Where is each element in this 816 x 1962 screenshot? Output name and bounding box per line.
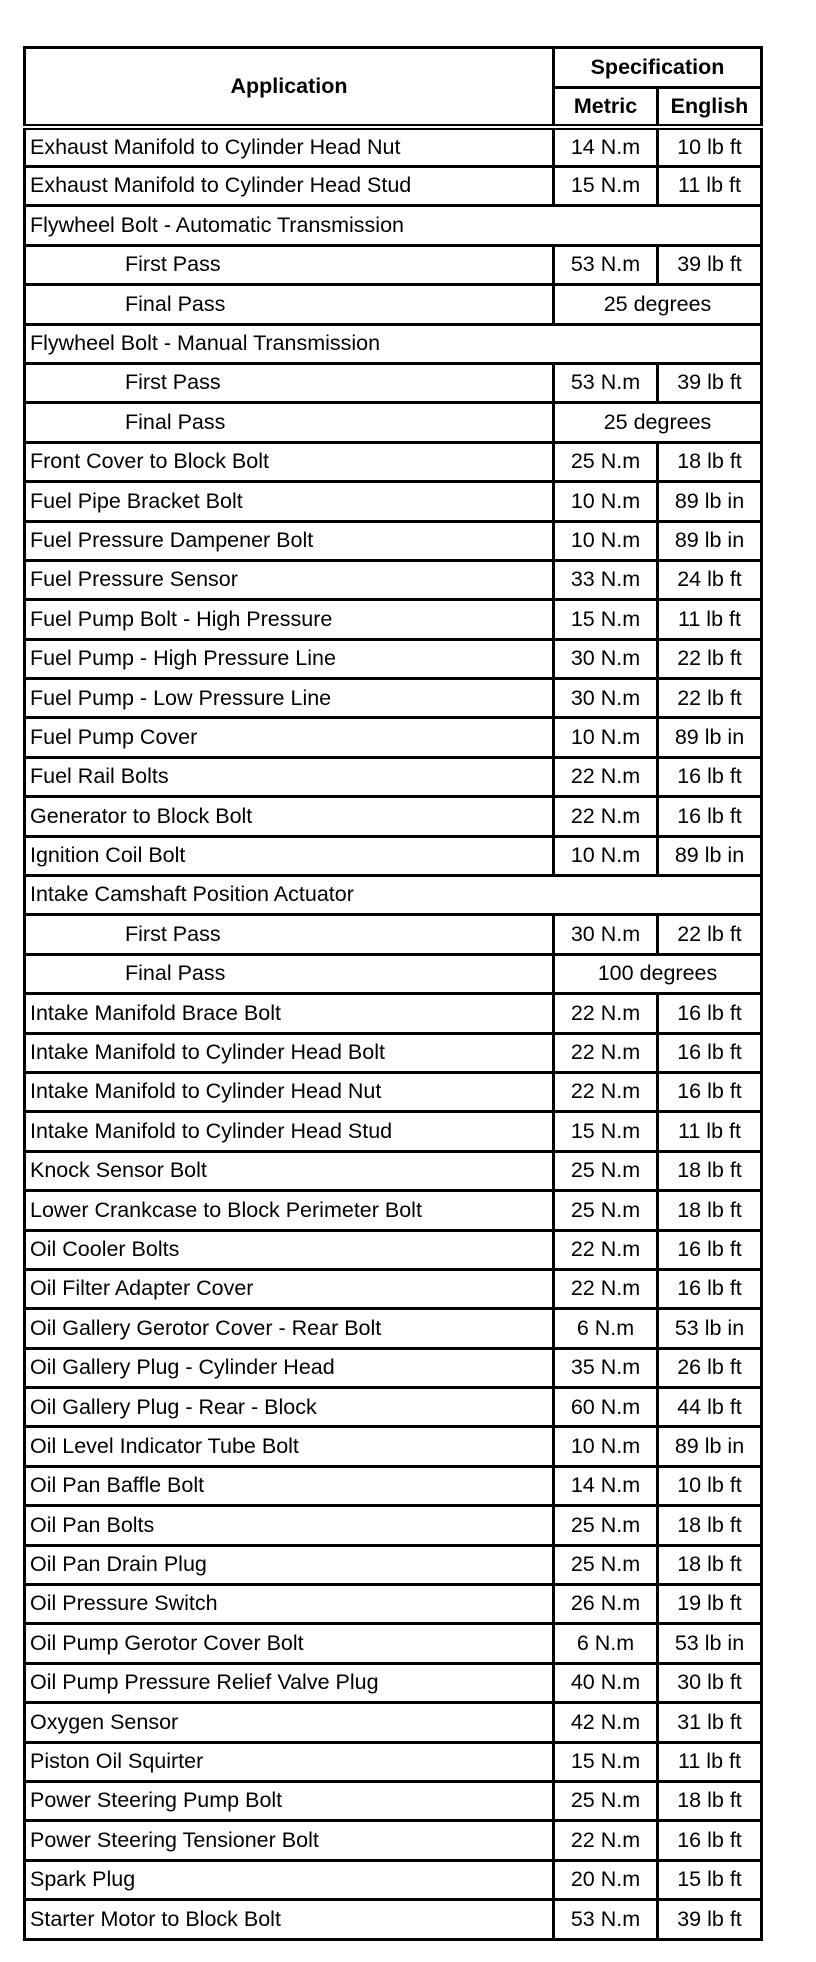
application-cell: Power Steering Tensioner Bolt: [25, 1821, 554, 1860]
application-cell: Final Pass: [25, 285, 554, 324]
table-group-row: [25, 324, 762, 363]
english-cell: 10 lb ft: [658, 127, 762, 166]
metric-cell: 60 N.m: [554, 1388, 658, 1427]
table-row: [25, 836, 762, 875]
metric-cell: 22 N.m: [554, 1033, 658, 1072]
application-cell: Power Steering Pump Bolt: [25, 1782, 554, 1821]
table-row: [25, 1506, 762, 1545]
metric-cell: 22 N.m: [554, 1821, 658, 1860]
english-cell: 26 lb ft: [658, 1348, 762, 1387]
metric-cell: 14 N.m: [554, 127, 658, 166]
table-row: [25, 1348, 762, 1387]
english-header: English: [658, 87, 762, 127]
table-row: [25, 797, 762, 836]
metric-cell: 22 N.m: [554, 797, 658, 836]
table-row: [25, 285, 762, 324]
application-cell: Intake Manifold Brace Bolt: [25, 994, 554, 1033]
table-row: [25, 600, 762, 639]
english-cell: 18 lb ft: [658, 1782, 762, 1821]
torque-spec-table: [23, 46, 763, 1941]
table-row: [25, 1821, 762, 1860]
application-cell: First Pass: [25, 245, 554, 284]
metric-cell: 25 N.m: [554, 1151, 658, 1190]
metric-cell: 15 N.m: [554, 166, 658, 205]
metric-cell: 10 N.m: [554, 521, 658, 560]
table-row: [25, 1388, 762, 1427]
application-cell: Fuel Pressure Sensor: [25, 560, 554, 599]
table-row: [25, 679, 762, 718]
table-row: [25, 757, 762, 796]
english-cell: 39 lb ft: [658, 245, 762, 284]
application-cell: First Pass: [25, 915, 554, 954]
table-row: [25, 1427, 762, 1466]
english-cell: 11 lb ft: [658, 600, 762, 639]
english-cell: 11 lb ft: [658, 1742, 762, 1781]
table-row: [25, 915, 762, 954]
metric-cell: 6 N.m: [554, 1624, 658, 1663]
application-cell: Oil Level Indicator Tube Bolt: [25, 1427, 554, 1466]
english-cell: 89 lb in: [658, 521, 762, 560]
application-cell: Fuel Pump Bolt - High Pressure: [25, 600, 554, 639]
metric-cell: 10 N.m: [554, 718, 658, 757]
metric-cell: 22 N.m: [554, 994, 658, 1033]
metric-cell: 42 N.m: [554, 1703, 658, 1742]
english-cell: 16 lb ft: [658, 1033, 762, 1072]
application-cell: Generator to Block Bolt: [25, 797, 554, 836]
application-cell: Spark Plug: [25, 1860, 554, 1899]
table-row: [25, 1703, 762, 1742]
application-cell: Oil Pan Bolts: [25, 1506, 554, 1545]
application-cell: Oil Cooler Bolts: [25, 1230, 554, 1269]
application-cell: Oil Filter Adapter Cover: [25, 1269, 554, 1308]
metric-cell: 53 N.m: [554, 245, 658, 284]
metric-cell: 22 N.m: [554, 1230, 658, 1269]
table-row: [25, 1663, 762, 1702]
application-cell: Lower Crankcase to Block Perimeter Bolt: [25, 1191, 554, 1230]
application-cell: Final Pass: [25, 954, 554, 993]
application-cell: Intake Manifold to Cylinder Head Bolt: [25, 1033, 554, 1072]
metric-cell: 25 N.m: [554, 1191, 658, 1230]
english-cell: 39 lb ft: [658, 363, 762, 402]
metric-cell: 15 N.m: [554, 1742, 658, 1781]
angle-spec-cell: 100 degrees: [554, 954, 762, 993]
metric-cell: 15 N.m: [554, 1112, 658, 1151]
english-cell: 89 lb in: [658, 718, 762, 757]
table-row: [25, 1151, 762, 1190]
english-cell: 89 lb in: [658, 482, 762, 521]
english-cell: 10 lb ft: [658, 1466, 762, 1505]
table-row: [25, 1072, 762, 1111]
application-cell: Piston Oil Squirter: [25, 1742, 554, 1781]
table-row: [25, 482, 762, 521]
english-cell: 89 lb in: [658, 836, 762, 875]
application-cell: Exhaust Manifold to Cylinder Head Nut: [25, 127, 554, 166]
application-cell: Fuel Rail Bolts: [25, 757, 554, 796]
application-cell: Oil Pan Baffle Bolt: [25, 1466, 554, 1505]
table-row: [25, 954, 762, 993]
application-cell: Intake Manifold to Cylinder Head Nut: [25, 1072, 554, 1111]
table-row: [25, 442, 762, 481]
table-row: [25, 1900, 762, 1939]
application-cell: Knock Sensor Bolt: [25, 1151, 554, 1190]
table-row: [25, 1112, 762, 1151]
application-cell: Flywheel Bolt - Manual Transmission: [25, 324, 762, 363]
english-cell: 16 lb ft: [658, 994, 762, 1033]
english-cell: 16 lb ft: [658, 797, 762, 836]
english-cell: 22 lb ft: [658, 639, 762, 678]
application-cell: Oil Pump Pressure Relief Valve Plug: [25, 1663, 554, 1702]
metric-cell: 26 N.m: [554, 1585, 658, 1624]
table-group-row: [25, 876, 762, 915]
table-header: [25, 48, 762, 128]
application-cell: Starter Motor to Block Bolt: [25, 1900, 554, 1939]
application-cell: Fuel Pressure Dampener Bolt: [25, 521, 554, 560]
english-cell: 22 lb ft: [658, 915, 762, 954]
metric-cell: 6 N.m: [554, 1309, 658, 1348]
metric-cell: 10 N.m: [554, 482, 658, 521]
english-cell: 44 lb ft: [658, 1388, 762, 1427]
english-cell: 22 lb ft: [658, 679, 762, 718]
metric-cell: 10 N.m: [554, 1427, 658, 1466]
table-row: [25, 403, 762, 442]
header-row-top: [25, 48, 762, 88]
application-cell: Fuel Pump - Low Pressure Line: [25, 679, 554, 718]
english-cell: 18 lb ft: [658, 1191, 762, 1230]
table-row: [25, 1309, 762, 1348]
english-cell: 19 lb ft: [658, 1585, 762, 1624]
application-cell: Fuel Pump Cover: [25, 718, 554, 757]
angle-spec-cell: 25 degrees: [554, 403, 762, 442]
table-row: [25, 718, 762, 757]
english-cell: 11 lb ft: [658, 1112, 762, 1151]
application-cell: Oil Gallery Gerotor Cover - Rear Bolt: [25, 1309, 554, 1348]
table-row: [25, 245, 762, 284]
application-cell: Oil Gallery Plug - Rear - Block: [25, 1388, 554, 1427]
table-row: [25, 1545, 762, 1584]
metric-cell: 22 N.m: [554, 757, 658, 796]
application-cell: Oil Pressure Switch: [25, 1585, 554, 1624]
english-cell: 89 lb in: [658, 1427, 762, 1466]
table-row: [25, 1585, 762, 1624]
application-cell: Exhaust Manifold to Cylinder Head Stud: [25, 166, 554, 205]
specification-header: Specification: [554, 48, 762, 88]
table-row: [25, 1742, 762, 1781]
english-cell: 18 lb ft: [658, 442, 762, 481]
english-cell: 24 lb ft: [658, 560, 762, 599]
application-cell: Oil Pan Drain Plug: [25, 1545, 554, 1584]
metric-cell: 30 N.m: [554, 915, 658, 954]
metric-cell: 15 N.m: [554, 600, 658, 639]
metric-cell: 22 N.m: [554, 1072, 658, 1111]
table-row: [25, 1782, 762, 1821]
application-cell: Ignition Coil Bolt: [25, 836, 554, 875]
table-row: [25, 1466, 762, 1505]
english-cell: 53 lb in: [658, 1309, 762, 1348]
english-cell: 31 lb ft: [658, 1703, 762, 1742]
application-cell: Intake Manifold to Cylinder Head Stud: [25, 1112, 554, 1151]
table-row: [25, 1033, 762, 1072]
metric-cell: 40 N.m: [554, 1663, 658, 1702]
metric-cell: 33 N.m: [554, 560, 658, 599]
table-row: [25, 1230, 762, 1269]
table-row: [25, 166, 762, 205]
table-row: [25, 1624, 762, 1663]
table-row: [25, 639, 762, 678]
table-row: [25, 1269, 762, 1308]
application-cell: Fuel Pump - High Pressure Line: [25, 639, 554, 678]
application-cell: Oil Gallery Plug - Cylinder Head: [25, 1348, 554, 1387]
table-row: [25, 521, 762, 560]
application-cell: Oil Pump Gerotor Cover Bolt: [25, 1624, 554, 1663]
english-cell: 15 lb ft: [658, 1860, 762, 1899]
metric-header: Metric: [554, 87, 658, 127]
table-row: [25, 127, 762, 166]
application-cell: Final Pass: [25, 403, 554, 442]
application-cell: Oxygen Sensor: [25, 1703, 554, 1742]
metric-cell: 53 N.m: [554, 1900, 658, 1939]
application-cell: Front Cover to Block Bolt: [25, 442, 554, 481]
table-row: [25, 1860, 762, 1899]
metric-cell: 22 N.m: [554, 1269, 658, 1308]
english-cell: 16 lb ft: [658, 757, 762, 796]
metric-cell: 10 N.m: [554, 836, 658, 875]
metric-cell: 25 N.m: [554, 1782, 658, 1821]
table-row: [25, 560, 762, 599]
english-cell: 18 lb ft: [658, 1545, 762, 1584]
metric-cell: 25 N.m: [554, 1545, 658, 1584]
english-cell: 53 lb in: [658, 1624, 762, 1663]
metric-cell: 53 N.m: [554, 363, 658, 402]
english-cell: 16 lb ft: [658, 1230, 762, 1269]
english-cell: 30 lb ft: [658, 1663, 762, 1702]
english-cell: 16 lb ft: [658, 1821, 762, 1860]
english-cell: 18 lb ft: [658, 1506, 762, 1545]
table-row: [25, 1191, 762, 1230]
english-cell: 39 lb ft: [658, 1900, 762, 1939]
english-cell: 11 lb ft: [658, 166, 762, 205]
metric-cell: 25 N.m: [554, 1506, 658, 1545]
metric-cell: 25 N.m: [554, 442, 658, 481]
english-cell: 16 lb ft: [658, 1269, 762, 1308]
metric-cell: 30 N.m: [554, 639, 658, 678]
metric-cell: 30 N.m: [554, 679, 658, 718]
angle-spec-cell: 25 degrees: [554, 285, 762, 324]
table-group-row: [25, 206, 762, 245]
metric-cell: 14 N.m: [554, 1466, 658, 1505]
metric-cell: 35 N.m: [554, 1348, 658, 1387]
application-cell: Fuel Pipe Bracket Bolt: [25, 482, 554, 521]
application-cell: First Pass: [25, 363, 554, 402]
english-cell: 16 lb ft: [658, 1072, 762, 1111]
metric-cell: 20 N.m: [554, 1860, 658, 1899]
table-row: [25, 363, 762, 402]
english-cell: 18 lb ft: [658, 1151, 762, 1190]
application-cell: Intake Camshaft Position Actuator: [25, 876, 762, 915]
table-row: [25, 994, 762, 1033]
application-header: Application: [25, 48, 554, 128]
table-body: [25, 127, 762, 1939]
application-cell: Flywheel Bolt - Automatic Transmission: [25, 206, 762, 245]
